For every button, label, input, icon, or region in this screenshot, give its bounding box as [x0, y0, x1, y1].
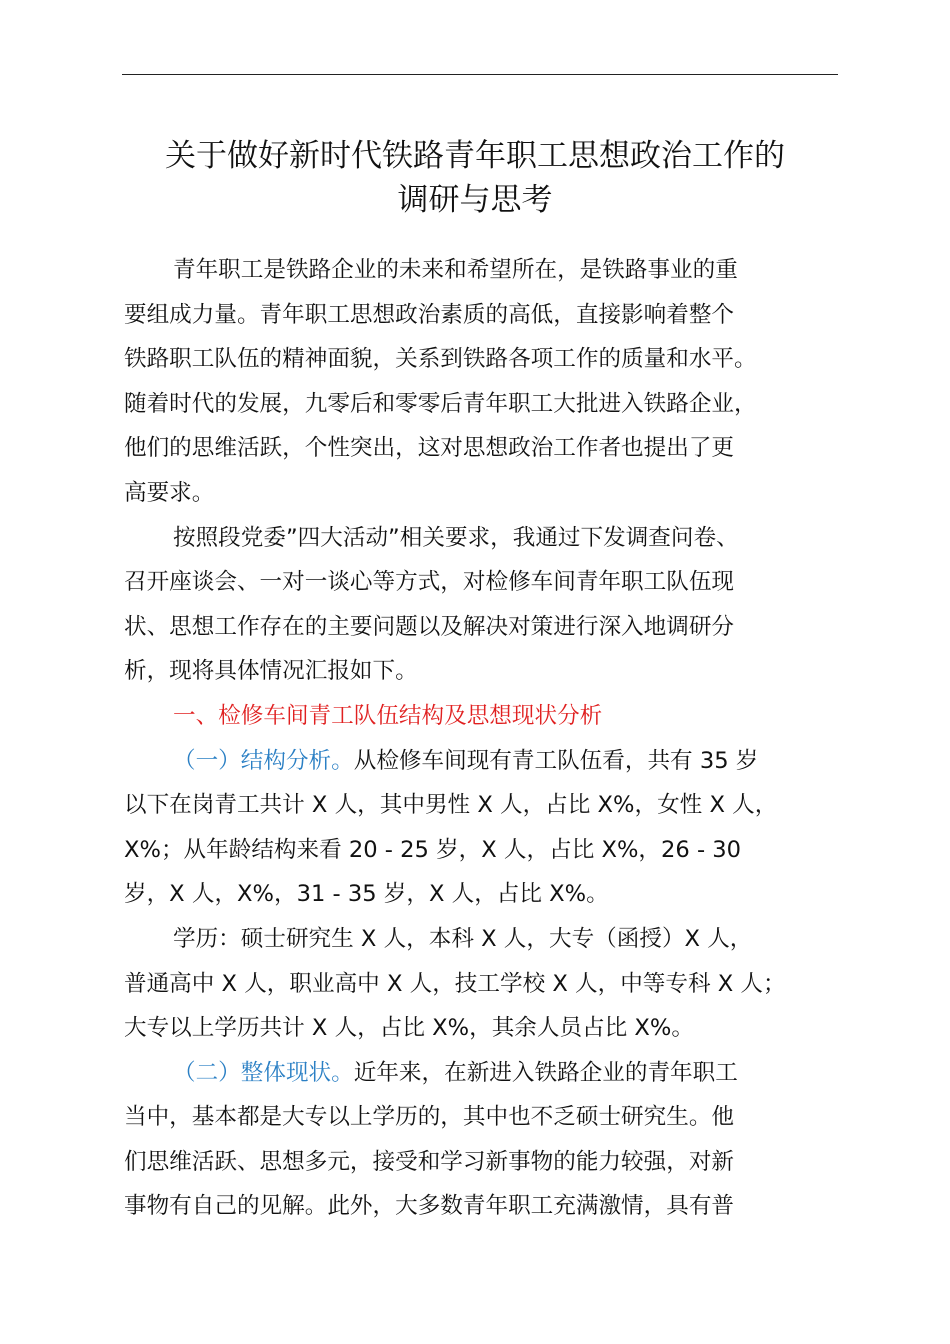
para-line: 大专以上学历共计 X 人，占比 X%，其余人员占比 X%。: [124, 1015, 694, 1042]
title-line: 调研与思考: [397, 182, 553, 218]
para-line: 当中，基本都是大专以上学历的，其中也不乏硕士研究生。他: [124, 1104, 735, 1131]
document-title: [80, 134, 870, 222]
subsection-heading: （二）整体现状。: [173, 1059, 354, 1086]
para-text: 从检修车间现有青工队伍看，共有 35 岁: [353, 747, 759, 774]
subsection-heading: （一）结构分析。: [173, 747, 354, 774]
para-line: 召开座谈会、一对一谈心等方式，对检修车间青年职工队伍现: [124, 569, 735, 596]
title-line: 关于做好新时代铁路青年职工思想政治工作的: [165, 138, 785, 174]
header-rule: [122, 74, 838, 75]
para-line: 要组成力量。青年职工思想政治素质的高低，直接影响着整个: [124, 301, 735, 328]
para-line: 普通高中 X 人，职业高中 X 人，技工学校 X 人，中等专科 X 人；: [124, 970, 786, 997]
para-line: 析，现将具体情况汇报如下。: [124, 658, 418, 685]
para-line: X%；从年龄结构来看 20 - 25 岁，X 人，占比 X%，26 - 30: [124, 836, 742, 863]
para-line: 他们的思维活跃，个性突出，这对思想政治工作者也提出了更: [124, 435, 735, 462]
para-line: 事物有自己的见解。此外，大多数青年职工充满激情，具有普: [124, 1193, 735, 1220]
document-body: [124, 248, 840, 1229]
para-text: 近年来，在新进入铁路企业的青年职工: [353, 1059, 738, 1086]
para-line: 青年职工是铁路企业的未来和希望所在，是铁路事业的重: [173, 257, 738, 283]
para-line: 按照段党委”四大活动”相关要求，我通过下发调查问卷、: [173, 524, 739, 551]
section-heading: 一、检修车间青工队伍结构及思想现状分析: [173, 702, 603, 729]
para-line: 岁，X 人，X%，31 - 35 岁，X 人，占比 X%。: [124, 881, 609, 908]
para-line: 状、思想工作存在的主要问题以及解决对策进行深入地调研分: [124, 613, 735, 640]
para-line: 以下在岗青工共计 X 人，其中男性 X 人，占比 X%，女性 X 人，: [124, 792, 778, 819]
para-line: 铁路职工队伍的精神面貌，关系到铁路各项工作的质量和水平。: [124, 346, 757, 373]
para-line: 们思维活跃、思想多元，接受和学习新事物的能力较强，对新: [124, 1148, 735, 1175]
subsection-first-line: [124, 1051, 840, 1096]
subsection-first-line: [124, 739, 840, 784]
para-line: 高要求。: [124, 479, 215, 506]
para-line: 随着时代的发展，九零后和零零后青年职工大批进入铁路企业，: [124, 390, 757, 417]
para-line: 学历：硕士研究生 X 人，本科 X 人，大专（函授）X 人，: [173, 925, 753, 952]
